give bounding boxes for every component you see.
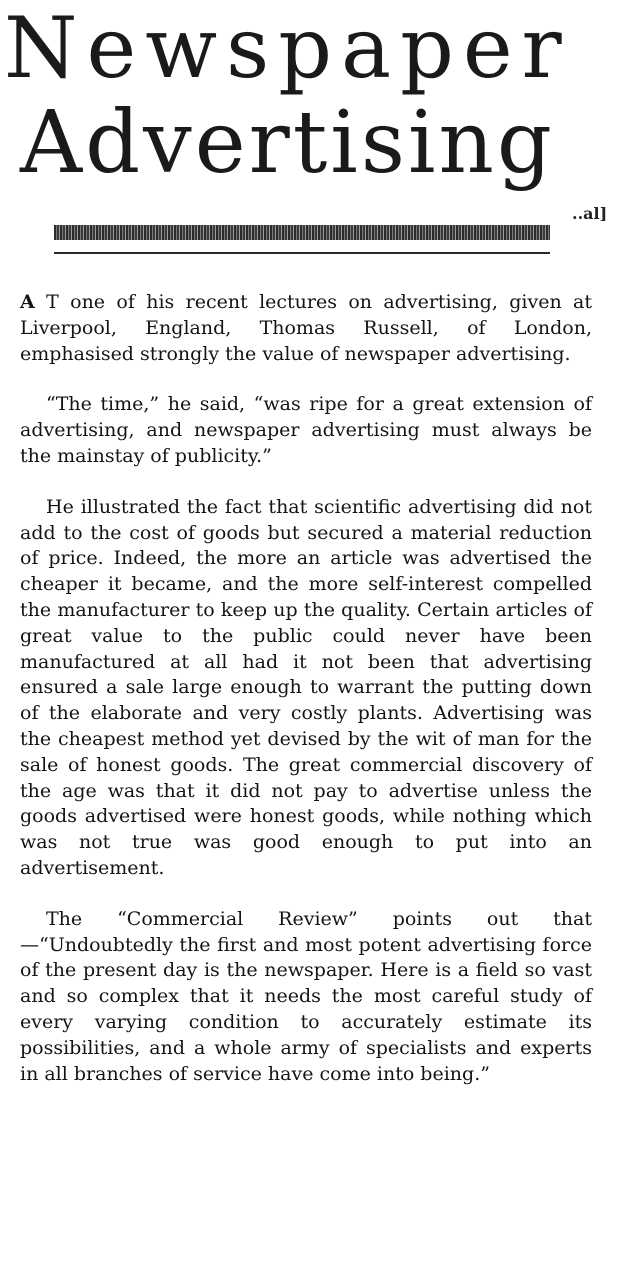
decorative-rule-band xyxy=(54,225,550,240)
headline-line-2: Advertising xyxy=(20,93,555,193)
article-body xyxy=(20,290,592,1112)
decorative-rule-line xyxy=(54,252,550,254)
article-paragraph-4: The “Commercial Review” points out that—“Undoubtedly the first and most potent advertising force of the present day is the newspaper. Here is a field so vast and so complex that it needs the most careful study of every varying condition to accurately estimate its possibilities, and a whole army of specialists and experts in all branches of service have come into being.” xyxy=(20,907,592,1085)
corner-fragment-text: ..al] xyxy=(572,204,608,223)
headline-line-1: Newspaper xyxy=(4,0,571,97)
dropcap-letter: A xyxy=(20,291,35,313)
article-paragraph-1 xyxy=(20,290,592,367)
article-paragraph-3: He illustrated the fact that scientific advertising did not add to the cost of goods but secured a material reduction of price. Indeed, the more an article was advertised the cheaper it became, and the more self-interest compelled the manufacturer to keep up the quality. Certain articles of great value to the public could never have been manufactured at all had it not been that advertising ensured a sale large enough to warrant the putting down of the elaborate and very costly plants. Advertising was the cheapest method yet devised by the wit of man for the sale of honest goods. The great commercial discovery of the age was that it did not pay to advertise unless the goods advertised were honest goods, while nothing which was not true was good enough to put into an advertisement. xyxy=(20,495,592,879)
paragraph-text: T one of his recent lectures on advertising, given at Liverpool, England, Thomas Russell, of London, emphasised strongly the value of newspaper advertising. xyxy=(20,291,592,365)
article-paragraph-2: “The time,” he said, “was ripe for a great extension of advertising, and newspaper advertising must always be the mainstay of publicity.” xyxy=(20,393,592,467)
